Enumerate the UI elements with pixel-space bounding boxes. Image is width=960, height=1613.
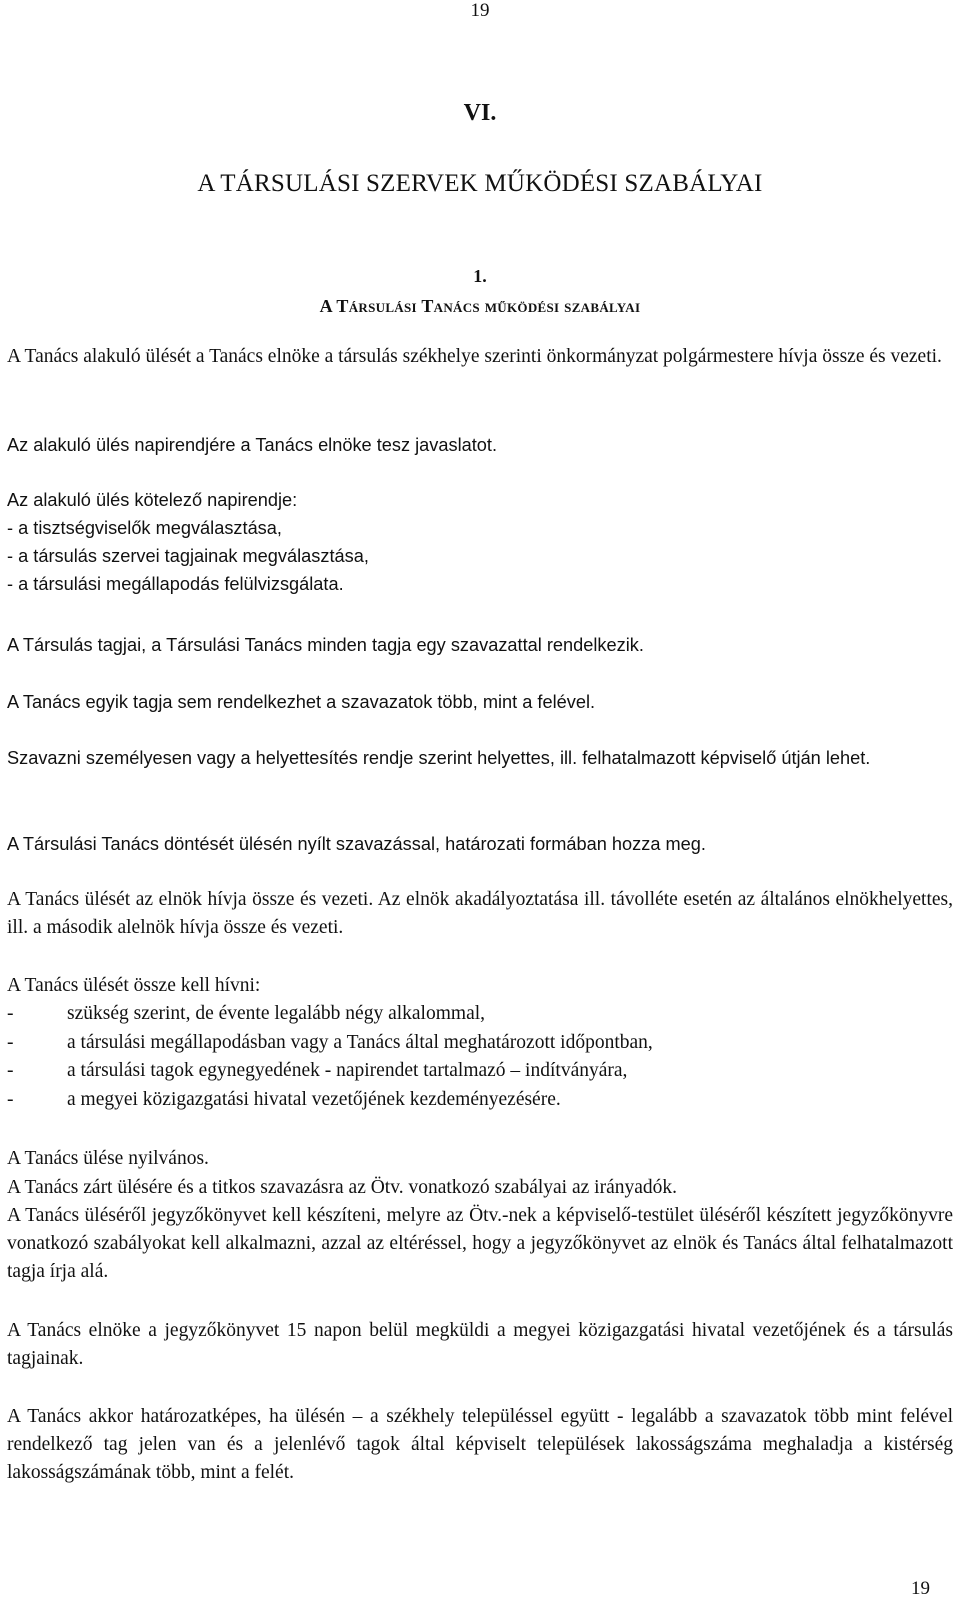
paragraph-8: A Tanács ülése nyilvános. [7,1148,209,1169]
chapter-title: A TÁRSULÁSI SZERVEK MŰKÖDÉSI SZABÁLYAI [197,170,763,197]
agenda-intro: Az alakuló ülés kötelező napirendje: [7,490,298,510]
page-number-bottom: 19 [911,1578,930,1599]
list-item: - a társulási tagok egynegyedének - napirendet tartalmazó – indítványára, [7,1057,953,1086]
paragraph-5: Szavazni személyesen vagy a helyettesítés rendje szerint helyettes, ill. felhatalmazott képviselő útján lehet. [7,748,871,768]
paragraph-6: A Társulási Tanács döntését ülésén nyílt szavazással, határozati formában hozza meg. [7,834,706,854]
section-title: A Társulási Tanács működési szabályai [319,296,641,316]
paragraph-7: A Tanács ülését az elnök hívja össze és vezeti. Az elnök akadályoztatása ill. távolléte esetén az általános elnökhelyettes, ill. a második alelnök hívja össze és vezeti. [7,889,953,938]
section-number: 1. [473,266,487,286]
bullet-dash: - [7,1088,14,1110]
bullet-dash: - [7,1031,14,1053]
agenda-item: - a tisztségviselők megválasztása, [7,518,282,538]
part-label: VI. [463,100,497,126]
paragraph-1: A Tanács alakuló ülését a Tanács elnöke a társulás székhelye szerinti önkormányzat polgármestere hívja össze és vezeti. [7,346,942,367]
bullet-dash: - [7,1060,14,1081]
paragraph-12: A Tanács akkor határozatképes, ha ülésén – a székhely településsel együtt - legalább a szavazatok több mint felével rendelkező tag jelen van és a jelenlévő tagok által képviselt települések lakosságszáma meghaladja a kistérség lakosságszámának több, mint a felét. [7,1406,953,1483]
paragraph-10: A Tanács üléséről jegyzőkönyvet kell készíteni, melyre az Ötv.-nek a képviselő-testület üléséről készített jegyzőkönyvre vonatkozó szabályokat kell alkalmazni, azzal az eltéréssel, hogy a jegyzőkönyvet az elnök és Tanács által felhatalmazott tagja írja alá. [7,1205,953,1282]
page-number-top: 19 [470,0,490,21]
list-item: - szükség szerint, de évente legalább négy alkalommal, [7,1000,953,1029]
list-item: - a megyei közigazgatási hivatal vezetőjének kezdeményezésére. [7,1086,953,1115]
convene-intro: A Tanács ülését össze kell hívni: [7,975,261,996]
paragraph-3: A Társulás tagjai, a Társulási Tanács minden tagja egy szavazattal rendelkezik. [7,635,644,655]
paragraph-11: A Tanács elnöke a jegyzőkönyvet 15 napon belül megküldi a megyei közigazgatási hivatal vezetőjének és a társulás tagjainak. [7,1320,953,1369]
convene-list [7,1000,953,1114]
paragraph-4: A Tanács egyik tagja sem rendelkezhet a szavazatok több, mint a felével. [7,692,596,712]
paragraph-9: A Tanács zárt ülésére és a titkos szavazásra az Ötv. vonatkozó szabályai az irányadók. [7,1177,678,1198]
list-item: - a társulási megállapodásban vagy a Tanács által meghatározott időpontban, [7,1029,953,1058]
paragraph-2: Az alakuló ülés napirendjére a Tanács elnöke tesz javaslatot. [7,435,498,455]
agenda-block [7,486,953,598]
agenda-item: - a társulási megállapodás felülvizsgálata. [7,574,344,594]
bullet-dash: - [7,1003,14,1024]
agenda-item: - a társulás szervei tagjainak megválasztása, [7,546,369,566]
